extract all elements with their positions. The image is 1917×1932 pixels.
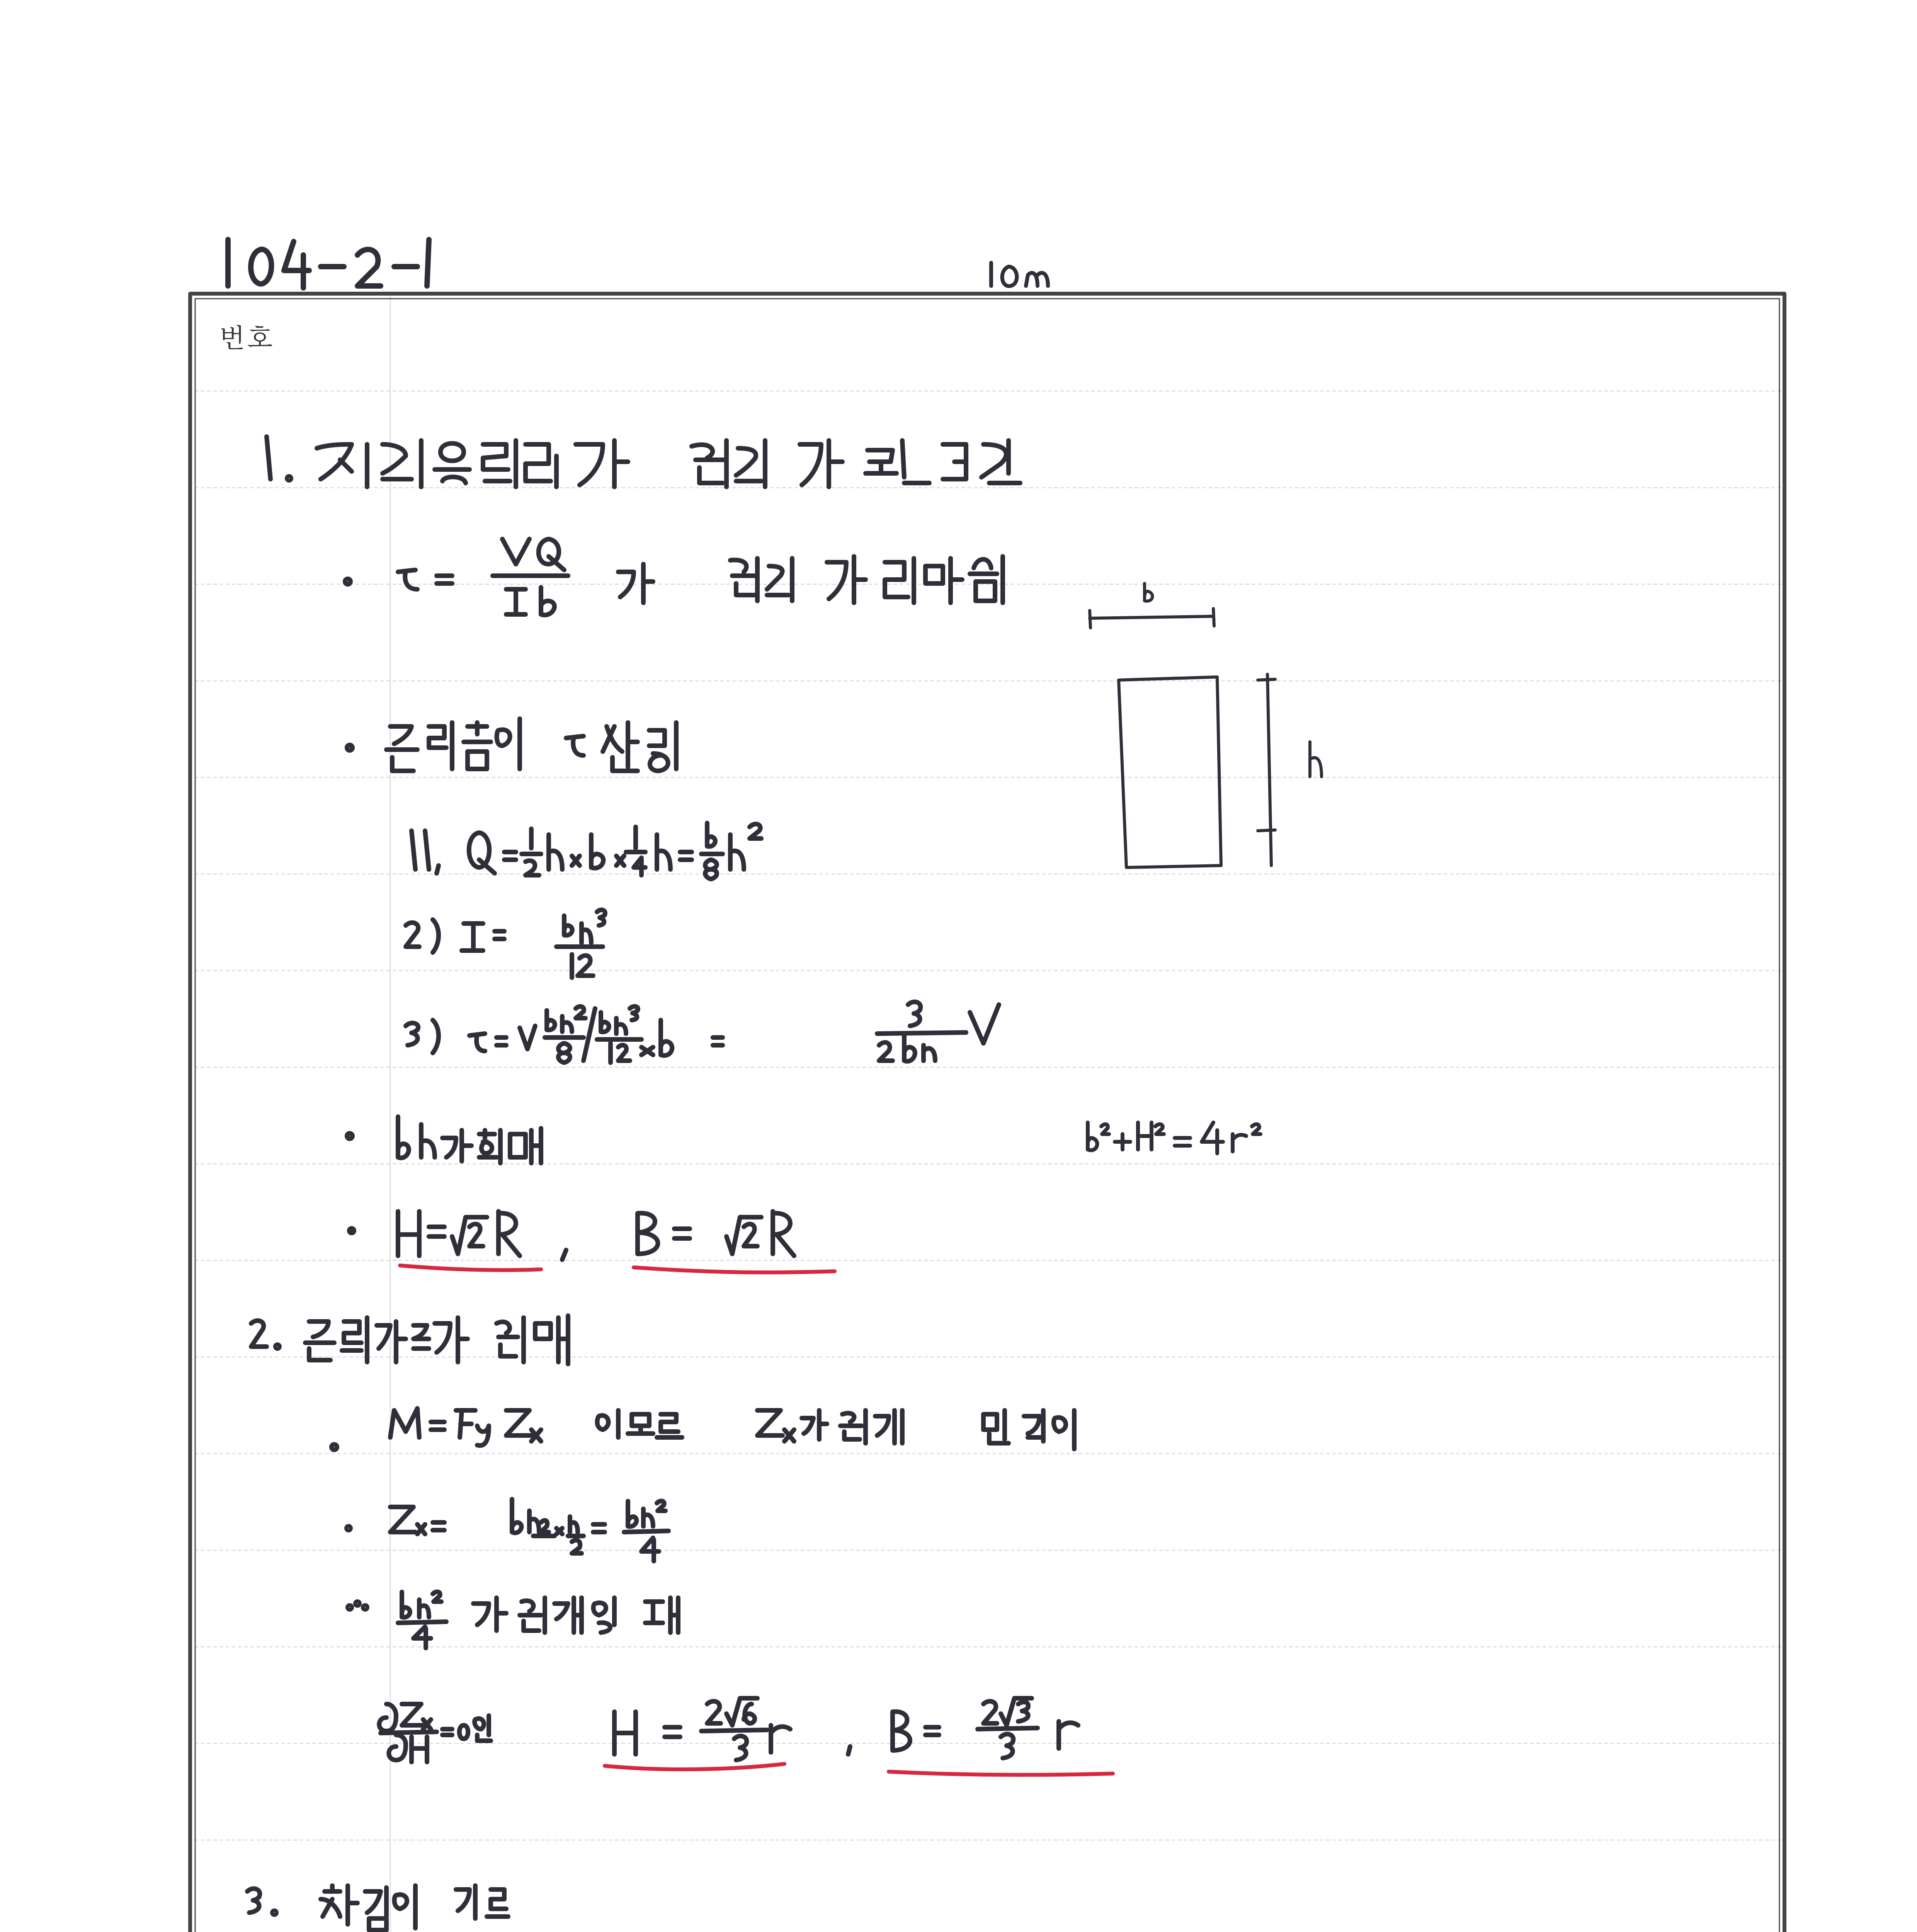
header-id-handwriting <box>228 240 429 288</box>
section-1-bh-max <box>347 1117 541 1163</box>
section-1-result-text <box>349 1211 794 1260</box>
section-2-heading <box>251 1316 568 1364</box>
section-1-heading <box>267 437 1020 487</box>
section-2-derivative <box>379 1704 491 1762</box>
section-2-result-underline <box>605 1764 1113 1775</box>
section-1-tau-result <box>406 1002 999 1063</box>
section-1-tau-formula <box>345 539 1003 615</box>
section-2-M-line <box>332 1408 1074 1450</box>
section-1-result-underline <box>400 1265 835 1272</box>
answer-frame <box>190 294 1784 1932</box>
section-2-therefore-line <box>348 1592 678 1648</box>
section-3-heading <box>247 1886 508 1930</box>
sheet-number-label: 번호 <box>219 323 275 354</box>
section-1-neutral-axis <box>347 719 676 771</box>
header-mark-handwriting <box>991 263 1048 286</box>
rectangle-section-sketch <box>1090 583 1322 867</box>
section-1-I-expression <box>406 910 605 978</box>
section-2-result-text <box>614 1698 1078 1760</box>
section-1-Q-expression <box>412 823 761 879</box>
section-2-Z-expression <box>347 1499 668 1561</box>
section-1-circle-relation <box>1088 1122 1260 1153</box>
